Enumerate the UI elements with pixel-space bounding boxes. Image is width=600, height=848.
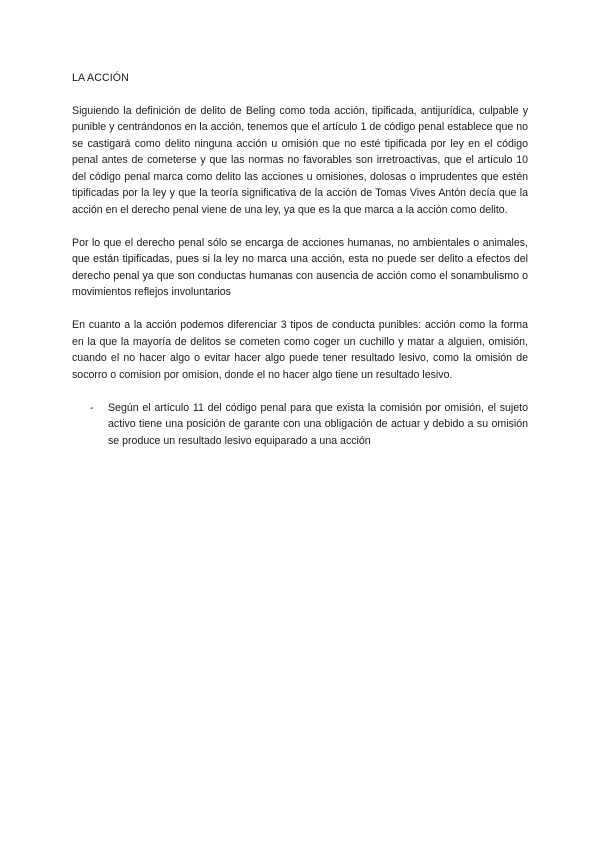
bullet-text: Según el artículo 11 del código penal para que exista la comisión por omisión, el sujeto activo tiene una posición de garante con una obligación de actuar y debido a su omisión se produce un resultado lesivo equiparado a una acción — [108, 401, 528, 447]
document-title: LA ACCIÓN — [72, 72, 129, 84]
bullet-item-articulo-11 — [90, 400, 528, 450]
bullet-marker: - — [90, 401, 94, 414]
paragraph-definicion: Siguiendo la definición de delito de Beling como toda acción, tipificada, antijurídica, culpable y punible y centrándonos en la acción, tenemos que el artículo 1 de código penal establece que no se castigará como delito ninguna acción u omisión que no esté tipificada por ley en el código penal antes de cometerse y que las normas no favorables son irretroactivas, que el artículo 10 del código penal marca como delito las acciones u omisiones, dolosas o imprudentes que estén tipificadas por la ley y que la teoría significativa de la acción de Tomas Vives Antón decía que la acción en el derecho penal viene de una ley, ya que es la que marca a la acción como delito. — [72, 104, 528, 216]
paragraph-tipos-conducta: En cuanto a la acción podemos diferenciar 3 tipos de conducta punibles: acción como la forma en la que la mayoría de delitos se cometen como coger un cuchillo y matar a alguien, omisión, cuando el no hacer algo o evitar hacer algo puede tener resultado lesivo, como la omisión de socorro o comision por omision, donde el no hacer algo tiene un resultado lesivo. — [72, 319, 528, 381]
document-content — [72, 70, 528, 449]
bullet-list — [72, 400, 528, 450]
paragraph-acciones-humanas: Por lo que el derecho penal sólo se encarga de acciones humanas, no ambientales o animales, que están tipificadas, pues si la ley no marca una acción, esta no puede ser delito a efectos del derecho penal ya que son conductas humanas con ausencia de acción como el sonambulismo o movimientos reflejos involuntarios — [72, 236, 528, 298]
